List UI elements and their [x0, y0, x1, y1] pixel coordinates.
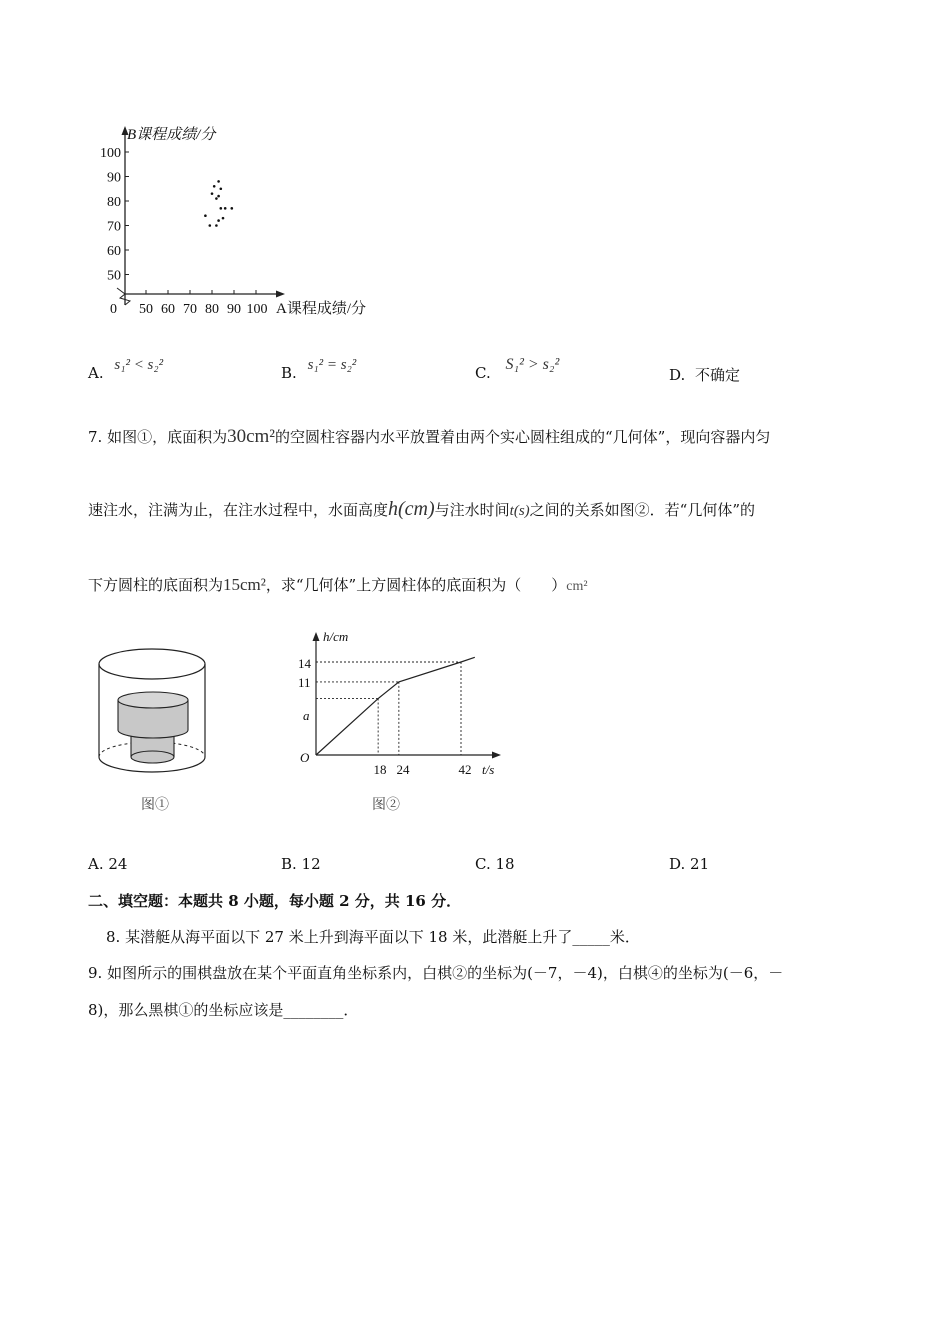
- q7-line-2: [88, 498, 755, 521]
- y-tick-label: 100: [100, 146, 121, 161]
- q7-line-3: [88, 574, 588, 595]
- x-label-18: 18: [373, 762, 387, 777]
- scatter-point: [213, 185, 216, 188]
- q7-math: 15cm²: [223, 575, 266, 594]
- origin-label: 0: [110, 302, 117, 317]
- q7-math: 30cm²: [227, 426, 276, 447]
- axis-break: [117, 288, 130, 305]
- y-tick-label: 80: [107, 195, 121, 210]
- q6-option-b[interactable]: [281, 357, 357, 383]
- option-math: s₁² = s₂²: [307, 357, 357, 373]
- y-label-11: 11: [298, 675, 311, 690]
- q7-math: h(cm): [388, 498, 435, 520]
- q9-line-1: 9. 如图所示的围棋盘放在某个平面直角坐标系内，白棋②的坐标为(－7，－4)，白棋④的坐标为(－6，－: [88, 964, 784, 982]
- q7-text: 速注水，注满为止，在注水过程中，水面高度: [88, 501, 389, 519]
- scatter-point: [220, 187, 223, 190]
- x-tick-label: 90: [227, 302, 241, 317]
- q7-text: 与注水时间: [434, 501, 510, 519]
- scatter-point: [209, 224, 212, 227]
- x-tick-label: 70: [183, 302, 197, 317]
- water-height-line: [316, 657, 475, 755]
- upper-cylinder-top: [118, 692, 188, 708]
- q7-option-c[interactable]: C. 18: [475, 855, 515, 873]
- q9-line-2: 8)，那么黑棋①的坐标应该是________．: [88, 1001, 359, 1019]
- t-axis-arrow: [492, 752, 501, 759]
- scatter-point: [204, 214, 207, 217]
- y-tick-label: 50: [107, 268, 121, 284]
- option-letter: A.: [88, 364, 104, 382]
- scatter-point: [211, 192, 214, 195]
- option-math: s₁² < s₂²: [114, 357, 164, 373]
- origin-label: O: [300, 750, 310, 765]
- graph-marks: [316, 657, 475, 755]
- x-axis-label: A课程成绩/分: [276, 301, 367, 317]
- scatter-point: [222, 217, 225, 220]
- q7-unit: cm²: [566, 579, 588, 594]
- x-label-42: 42: [458, 762, 472, 777]
- scatter-point: [220, 207, 223, 210]
- x-tick-labels: [139, 302, 268, 317]
- container-top: [99, 649, 205, 679]
- q7-text: ，求“几何体”上方圆柱体的底面积为（ ）: [265, 576, 567, 594]
- q7-text: 之间的关系如图②．若“几何体”的: [529, 501, 756, 519]
- x-tick-label: 50: [139, 302, 153, 317]
- y-tick-labels: [100, 146, 121, 284]
- y-axis-label: B课程成绩/分: [127, 127, 216, 143]
- scatter-point: [224, 207, 227, 210]
- q6-option-a[interactable]: [88, 357, 164, 383]
- option-text: 不确定: [695, 366, 741, 384]
- lower-cylinder-bottom: [131, 751, 174, 763]
- option-letter: D.: [669, 366, 686, 384]
- y-tick-label: 90: [107, 170, 121, 186]
- x-tick-label: 60: [161, 302, 175, 317]
- figure-1-caption: 图①: [141, 797, 169, 813]
- q7-option-d[interactable]: D. 21: [669, 855, 710, 873]
- scatter-point: [215, 197, 218, 200]
- x-axis-arrow: [276, 291, 285, 298]
- q7-line-1: [88, 426, 770, 448]
- y-label-14: 14: [298, 656, 311, 671]
- scatter-point: [217, 180, 220, 183]
- section-2-heading: 二、填空题：本题共 8 小题，每小题 2 分，共 16 分．: [88, 892, 462, 910]
- scatter-point: [217, 195, 220, 198]
- figure-2-caption: 图②: [372, 797, 400, 813]
- y-tick-label: 60: [107, 244, 121, 259]
- q7-option-b[interactable]: B. 12: [281, 855, 321, 873]
- scatter-point: [217, 219, 220, 222]
- scatter-point: [215, 224, 218, 227]
- scatter-points: [204, 180, 233, 227]
- x-tick-label: 80: [205, 302, 219, 317]
- q7-text: 下方圆柱的底面积为: [88, 576, 224, 594]
- q7-text: 7. 如图①，底面积为: [88, 428, 228, 446]
- y-label-a: a: [303, 708, 310, 723]
- x-label-24: 24: [396, 762, 410, 777]
- q7-math: t(s): [509, 503, 530, 519]
- option-math: S₁² > s₂²: [505, 356, 560, 373]
- x-tick-label: 100: [246, 302, 268, 317]
- figure-1-cylinder: [92, 645, 222, 785]
- figure-2-graph: [296, 623, 506, 783]
- q7-text: 的空圆柱容器内水平放置着由两个实心圆柱组成的“几何体”，现向容器内匀: [275, 428, 771, 446]
- t-axis-label: t/s: [482, 762, 495, 777]
- option-letter: B.: [281, 364, 297, 382]
- q6-option-d[interactable]: [669, 364, 740, 385]
- option-letter: C.: [475, 364, 491, 382]
- h-axis-arrow: [313, 632, 320, 641]
- q8-text: 8. 某潜艇从海平面以下 27 米上升到海平面以下 18 米，此潜艇上升了_____米．: [106, 928, 640, 946]
- q7-option-a[interactable]: A. 24: [88, 855, 128, 873]
- h-axis-label: h/cm: [323, 629, 349, 644]
- scatter-plot: [90, 118, 410, 323]
- scatter-point: [231, 207, 234, 210]
- q6-option-c[interactable]: [475, 356, 560, 383]
- y-tick-label: 70: [107, 219, 121, 235]
